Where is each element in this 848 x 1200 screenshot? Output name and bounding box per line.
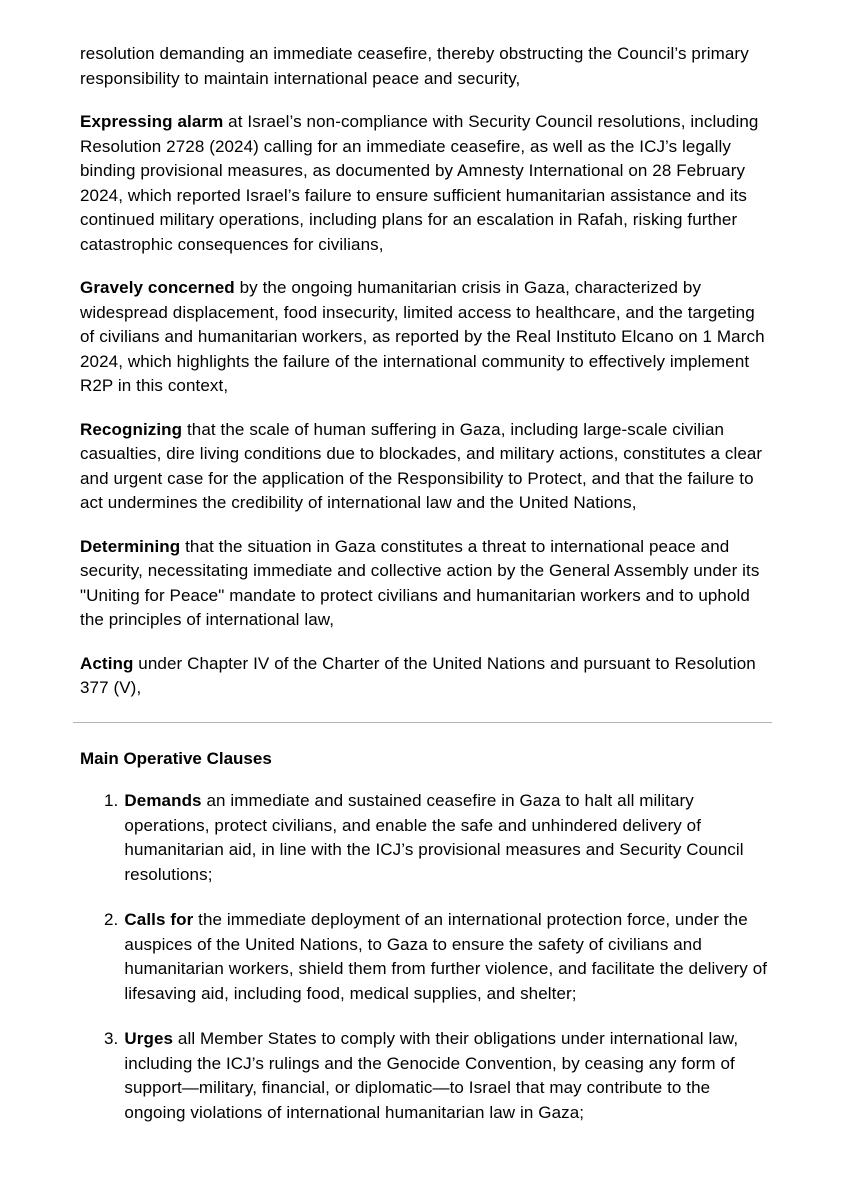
- clause-keyword: Expressing alarm: [80, 112, 224, 131]
- clause-keyword: Determining: [80, 536, 181, 556]
- section-divider: [73, 722, 772, 723]
- clause-keyword: Recognizing: [80, 419, 183, 439]
- clause-text: under Chapter IV of the Charter of the United Nations and pursuant to Resolution 377 (V),: [80, 653, 756, 697]
- clause-keyword: Calls for: [124, 910, 194, 929]
- clause-body: [124, 789, 770, 887]
- clause-text: the immediate deployment of an international protection force, under the auspices of the United Nations, to Gaza to ensure the safety of civilians and humanitarian workers, shield them from further violence, and facilitate the delivery of lifesaving aid, including food, medical supplies, and shelter;: [124, 910, 768, 1003]
- operative-clauses-list: [80, 789, 770, 1125]
- preamble-paragraph: [80, 652, 770, 701]
- operative-clause: [80, 1027, 770, 1125]
- clause-keyword: Demands: [124, 791, 202, 810]
- clause-text: an immediate and sustained ceasefire in Gaza to halt all military operations, protect civilians, and enable the safe and unhindered delivery of humanitarian aid, in line with the ICJ’s provisional measures and Security Council resolutions;: [124, 791, 744, 884]
- preamble-paragraph: [80, 276, 770, 399]
- section-heading: Main Operative Clauses: [80, 748, 272, 768]
- clause-body: [124, 1027, 770, 1125]
- clause-body: [124, 908, 770, 1006]
- operative-clause: [80, 908, 770, 1006]
- clause-text: that the situation in Gaza constitutes a threat to international peace and security, necessitating immediate and collective action by the General Assembly under its "Uniting for Peace" mandate to protect civilians and humanitarian workers and to uphold the principles of international law,: [80, 536, 760, 629]
- preamble-paragraph: [80, 418, 770, 516]
- clause-keyword: Gravely concerned: [80, 278, 235, 297]
- clause-text: all Member States to comply with their obligations under international law, including the ICJ’s rulings and the Genocide Convention, by ceasing any form of support—military, financial, or diplomatic—to Israel that may contribute to the ongoing violations of international humanitarian law in Gaza;: [124, 1029, 739, 1122]
- clause-keyword: Urges: [124, 1029, 174, 1048]
- clause-text: at Israel’s non-compliance with Security Council resolutions, including Resolution 2728 (2024) calling for an immediate ceasefire, as well as the ICJ’s legally binding provisional measures, as documented by Amnesty International on 28 February 2024, which reported Israel’s failure to ensure sufficient humanitarian assistance and its continued military operations, including plans for an escalation in Rafah, risking further catastrophic consequences for civilians,: [80, 112, 759, 254]
- preamble-paragraph: [80, 535, 770, 633]
- preamble-paragraph: [80, 110, 770, 257]
- preamble-paragraph: [80, 42, 770, 91]
- clause-number: 3.: [104, 1029, 119, 1048]
- clause-keyword: Acting: [80, 653, 134, 673]
- clause-text: resolution demanding an immediate ceasefire, thereby obstructing the Council’s primary responsibility to maintain international peace and security,: [80, 44, 749, 88]
- operative-clause: [80, 789, 770, 887]
- clause-text: by the ongoing humanitarian crisis in Gaza, characterized by widespread displacement, food insecurity, limited access to healthcare, and the targeting of civilians and humanitarian workers, as reported by the Real Instituto Elcano on 1 March 2024, which highlights the failure of the international community to effectively implement R2P in this context,: [80, 278, 765, 395]
- clause-number: 2.: [104, 910, 119, 929]
- clause-text: that the scale of human suffering in Gaza, including large-scale civilian casualties, dire living conditions due to blockades, and military actions, constitutes a clear and urgent case for the application of the Responsibility to Protect, and that the failure to act undermines the credibility of international law and the United Nations,: [80, 419, 763, 512]
- clause-number: 1.: [104, 791, 119, 810]
